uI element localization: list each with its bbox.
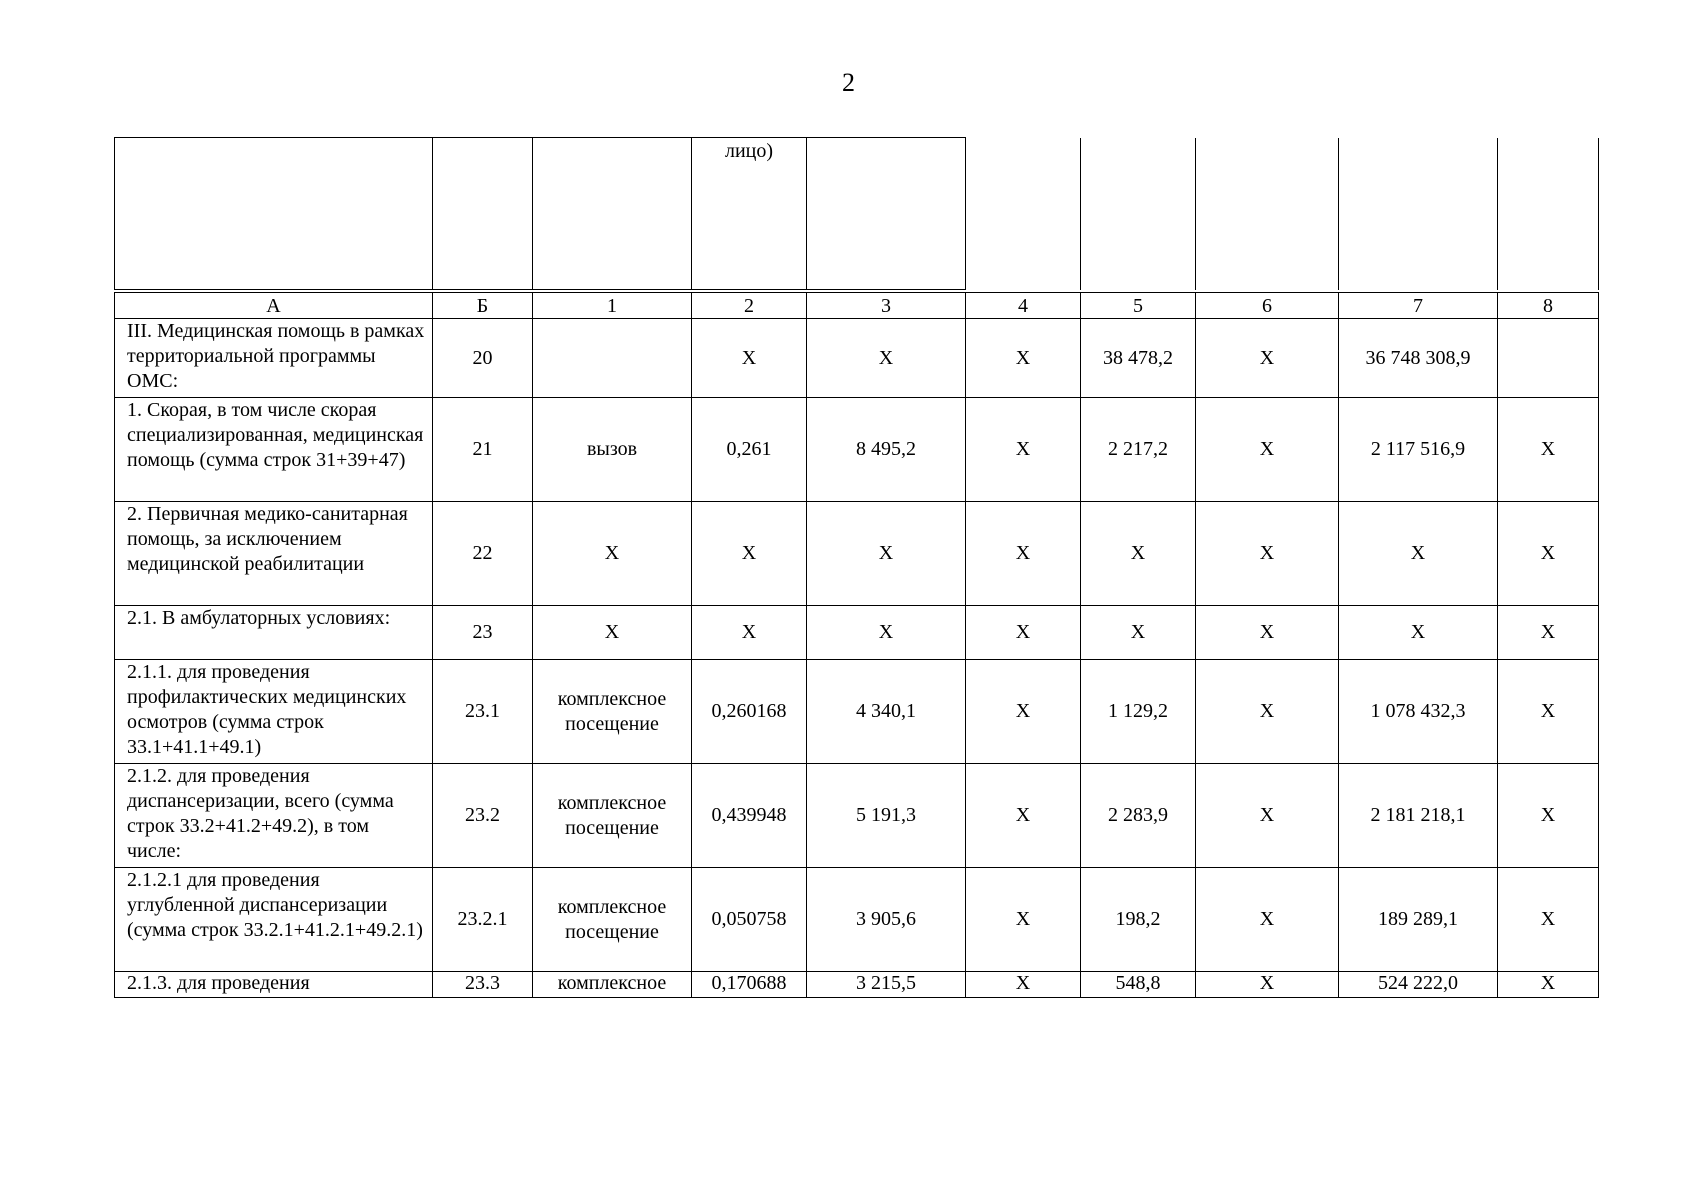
row-name-cell: III. Медицинская помощь в рамках территориальной программы ОМС:	[115, 319, 433, 398]
row-name-cell: 2.1.1. для проведения профилактических медицинских осмотров (сумма строк 33.1+41.1+49.1)	[115, 660, 433, 764]
row-value-cell: Х	[966, 764, 1081, 868]
row-value-cell: Х	[692, 319, 807, 398]
row-value-cell: 2 181 218,1	[1339, 764, 1498, 868]
header-cell-1	[533, 138, 692, 290]
column-number: 7	[1339, 293, 1498, 319]
row-value-cell: Х	[966, 319, 1081, 398]
row-value-cell: 23.3	[433, 972, 533, 998]
row-value-cell: Х	[1498, 764, 1599, 868]
row-value-cell: 4 340,1	[807, 660, 966, 764]
column-number: 1	[533, 293, 692, 319]
row-value-cell: 1 129,2	[1081, 660, 1196, 764]
row-value-cell: 524 222,0	[1339, 972, 1498, 998]
row-value-cell: Х	[1498, 868, 1599, 972]
header-cell-6	[1196, 138, 1339, 290]
column-number-row	[115, 293, 1599, 319]
column-number: 6	[1196, 293, 1339, 319]
column-number: 8	[1498, 293, 1599, 319]
row-value-cell: 23.1	[433, 660, 533, 764]
header-row	[115, 138, 1599, 290]
table-row	[115, 398, 1599, 502]
row-value-cell: Х	[966, 868, 1081, 972]
row-value-cell: 38 478,2	[1081, 319, 1196, 398]
row-name-cell: 2.1.2. для проведения диспансеризации, всего (сумма строк 33.2+41.2+49.2), в том числе:	[115, 764, 433, 868]
row-value-cell: 21	[433, 398, 533, 502]
row-value-cell: 0,050758	[692, 868, 807, 972]
row-value-cell: Х	[1196, 502, 1339, 606]
header-cell-b	[433, 138, 533, 290]
column-number: 5	[1081, 293, 1196, 319]
row-value-cell: 0,260168	[692, 660, 807, 764]
row-value-cell: Х	[807, 606, 966, 660]
row-value-cell: 36 748 308,9	[1339, 319, 1498, 398]
row-value-cell	[533, 319, 692, 398]
column-number: 3	[807, 293, 966, 319]
row-value-cell: Х	[1081, 502, 1196, 606]
row-value-cell: Х	[966, 502, 1081, 606]
row-value-cell: Х	[1196, 972, 1339, 998]
column-number: Б	[433, 293, 533, 319]
row-value-cell: Х	[1498, 398, 1599, 502]
table-row	[115, 764, 1599, 868]
row-value-cell: Х	[1339, 502, 1498, 606]
row-value-cell: комплексное посещение	[533, 764, 692, 868]
page-number: 2	[842, 68, 855, 97]
row-value-cell: 1 078 432,3	[1339, 660, 1498, 764]
row-value-cell: 548,8	[1081, 972, 1196, 998]
row-value-cell: Х	[1196, 606, 1339, 660]
row-value-cell: 23.2	[433, 764, 533, 868]
row-value-cell: 198,2	[1081, 868, 1196, 972]
row-value-cell: Х	[1498, 660, 1599, 764]
row-value-cell: Х	[1498, 972, 1599, 998]
header-cell-3	[807, 138, 966, 290]
row-value-cell: комплексное посещение	[533, 660, 692, 764]
row-value-cell: Х	[966, 660, 1081, 764]
row-value-cell: Х	[1196, 660, 1339, 764]
table-row	[115, 606, 1599, 660]
row-value-cell: 20	[433, 319, 533, 398]
row-value-cell: Х	[1196, 868, 1339, 972]
row-value-cell: Х	[1196, 398, 1339, 502]
header-cell-2: лицо)	[692, 138, 807, 290]
header-cell-8	[1498, 138, 1599, 290]
row-value-cell: 8 495,2	[807, 398, 966, 502]
row-value-cell: комплексное посещение	[533, 868, 692, 972]
row-value-cell: Х	[533, 502, 692, 606]
row-value-cell: Х	[966, 972, 1081, 998]
row-value-cell: Х	[533, 606, 692, 660]
row-value-cell: 2 283,9	[1081, 764, 1196, 868]
row-value-cell: Х	[1498, 606, 1599, 660]
row-value-cell: комплексное	[533, 972, 692, 998]
row-value-cell: Х	[1081, 606, 1196, 660]
header-cell-4	[966, 138, 1081, 290]
row-value-cell	[1498, 319, 1599, 398]
row-value-cell: Х	[1196, 319, 1339, 398]
row-value-cell: Х	[692, 502, 807, 606]
table-row	[115, 660, 1599, 764]
table-row	[115, 868, 1599, 972]
table-row	[115, 502, 1599, 606]
row-value-cell: 2 217,2	[1081, 398, 1196, 502]
row-value-cell: вызов	[533, 398, 692, 502]
header-cell-a	[115, 138, 433, 290]
header-cell-7	[1339, 138, 1498, 290]
row-value-cell: 5 191,3	[807, 764, 966, 868]
main-table	[114, 292, 1599, 998]
table-body	[115, 293, 1599, 998]
column-number: А	[115, 293, 433, 319]
row-value-cell: 189 289,1	[1339, 868, 1498, 972]
row-value-cell: 3 215,5	[807, 972, 966, 998]
row-value-cell: Х	[1498, 502, 1599, 606]
column-number: 2	[692, 293, 807, 319]
row-value-cell: 23	[433, 606, 533, 660]
row-value-cell: Х	[692, 606, 807, 660]
row-name-cell: 1. Скорая, в том числе скорая специализированная, медицинская помощь (сумма строк 31+39+47)	[115, 398, 433, 502]
row-value-cell: 0,170688	[692, 972, 807, 998]
row-value-cell: Х	[1339, 606, 1498, 660]
row-value-cell: 0,261	[692, 398, 807, 502]
row-value-cell: 22	[433, 502, 533, 606]
row-value-cell: 0,439948	[692, 764, 807, 868]
column-number: 4	[966, 293, 1081, 319]
row-name-cell: 2. Первичная медико-санитарная помощь, за исключением медицинской реабилитации	[115, 502, 433, 606]
header-cell-5	[1081, 138, 1196, 290]
row-value-cell: Х	[966, 606, 1081, 660]
row-value-cell: Х	[966, 398, 1081, 502]
row-name-cell: 2.1.2.1 для проведения углубленной диспансеризации (сумма строк 33.2.1+41.2.1+49.2.1)	[115, 868, 433, 972]
table-row	[115, 972, 1599, 998]
row-value-cell: 3 905,6	[807, 868, 966, 972]
row-value-cell: 23.2.1	[433, 868, 533, 972]
row-name-cell: 2.1.3. для проведения	[115, 972, 433, 998]
row-value-cell: Х	[1196, 764, 1339, 868]
row-value-cell: Х	[807, 319, 966, 398]
row-name-cell: 2.1. В амбулаторных условиях:	[115, 606, 433, 660]
table-header-continuation	[114, 137, 1599, 290]
row-value-cell: Х	[807, 502, 966, 606]
table-row	[115, 319, 1599, 398]
row-value-cell: 2 117 516,9	[1339, 398, 1498, 502]
